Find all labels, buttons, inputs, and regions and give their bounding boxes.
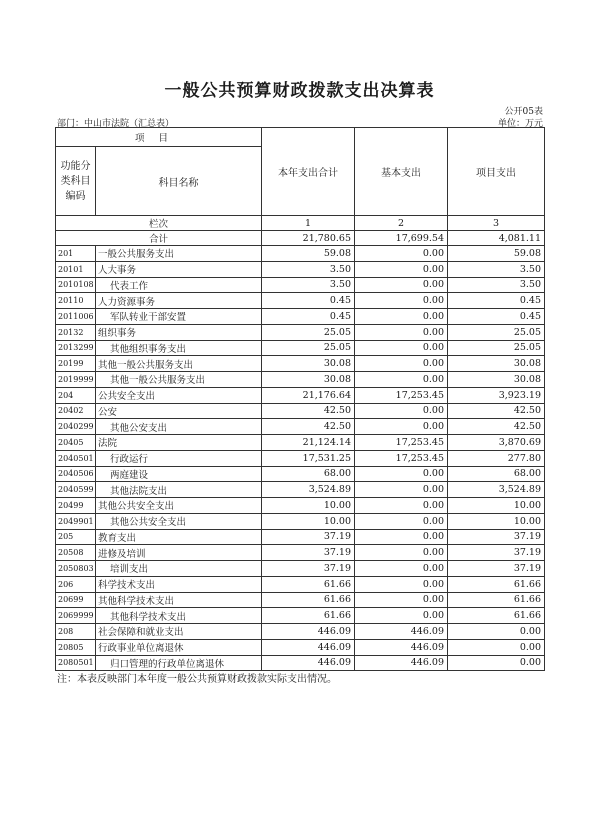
row-project: 3,524.89 [448,482,545,498]
total-project: 4,081.11 [448,231,545,246]
row-name: 培训支出 [96,561,262,577]
row-basic: 0.00 [355,403,448,419]
expenditure-table [55,127,545,671]
total-sum: 21,780.65 [262,231,355,246]
row-name: 其他一般公共服务支出 [96,372,262,388]
row-project: 37.19 [448,545,545,561]
table-row [56,639,545,655]
row-total: 61.66 [262,608,355,624]
row-basic: 17,253.45 [355,387,448,403]
row-project: 25.05 [448,340,545,356]
total-label: 合计 [56,231,262,246]
row-project: 59.08 [448,246,545,262]
form-code: 公开05表 [504,107,543,117]
row-project: 3.50 [448,277,545,293]
column-index-label: 栏次 [56,216,262,231]
row-total: 21,124.14 [262,435,355,451]
row-total: 21,176.64 [262,387,355,403]
row-basic: 0.00 [355,324,448,340]
row-total: 42.50 [262,403,355,419]
row-code: 2013299 [56,340,96,356]
row-code: 201 [56,246,96,262]
row-code: 2080501 [56,655,96,671]
row-basic: 17,253.45 [355,435,448,451]
row-project: 0.00 [448,639,545,655]
row-project: 61.66 [448,608,545,624]
row-total: 37.19 [262,529,355,545]
row-basic: 0.00 [355,498,448,514]
row-code: 2040599 [56,482,96,498]
row-project: 3,923.19 [448,387,545,403]
row-project: 42.50 [448,403,545,419]
row-name: 其他公共安全支出 [96,498,262,514]
table-row [56,482,545,498]
row-name: 公共安全支出 [96,387,262,403]
row-name: 其他科学技术支出 [96,608,262,624]
row-total: 30.08 [262,372,355,388]
row-code: 2040501 [56,450,96,466]
row-code: 2019999 [56,372,96,388]
row-total: 17,531.25 [262,450,355,466]
row-name: 社会保障和就业支出 [96,624,262,640]
row-name: 教育支出 [96,529,262,545]
header-code: 功能分类科目编码 [56,147,96,216]
department-label: 部门：中山市法院（汇总表） [57,119,175,129]
row-total: 30.08 [262,356,355,372]
table-row [56,592,545,608]
row-total: 10.00 [262,513,355,529]
row-code: 205 [56,529,96,545]
row-code: 20805 [56,639,96,655]
table-row [56,466,545,482]
row-name: 其他公安支出 [96,419,262,435]
row-basic: 0.00 [355,246,448,262]
row-basic: 0.00 [355,529,448,545]
table-row [56,419,545,435]
row-total: 446.09 [262,624,355,640]
row-name: 代表工作 [96,277,262,293]
row-code: 2049901 [56,513,96,529]
header-project: 项目支出 [448,128,545,216]
row-name: 其他一般公共服务支出 [96,356,262,372]
row-basic: 446.09 [355,655,448,671]
row-name: 人大事务 [96,261,262,277]
row-basic: 0.00 [355,419,448,435]
row-project: 0.45 [448,293,545,309]
row-project: 25.05 [448,324,545,340]
row-basic: 0.00 [355,482,448,498]
table-row [56,561,545,577]
row-basic: 17,253.45 [355,450,448,466]
row-project: 0.00 [448,655,545,671]
table-body [56,216,545,671]
row-project: 37.19 [448,561,545,577]
row-total: 3.50 [262,277,355,293]
header-basic: 基本支出 [355,128,448,216]
row-total: 61.66 [262,576,355,592]
total-row [56,231,545,246]
table-row [56,372,545,388]
table-row [56,529,545,545]
row-basic: 0.00 [355,513,448,529]
table-row [56,261,545,277]
footnote: 注：本表反映部门本年度一般公共预算财政拨款实际支出情况。 [57,674,337,685]
header-item: 项目 [56,128,262,147]
row-code: 208 [56,624,96,640]
row-basic: 0.00 [355,561,448,577]
table-row [56,624,545,640]
row-name: 一般公共服务支出 [96,246,262,262]
row-name: 法院 [96,435,262,451]
table-row [56,513,545,529]
table-row [56,655,545,671]
row-name: 其他科学技术支出 [96,592,262,608]
row-basic: 446.09 [355,624,448,640]
row-project: 3,870.69 [448,435,545,451]
row-total: 10.00 [262,498,355,514]
table-row [56,246,545,262]
row-total: 68.00 [262,466,355,482]
row-code: 20132 [56,324,96,340]
row-code: 2069999 [56,608,96,624]
row-total: 0.45 [262,309,355,325]
table-row [56,324,545,340]
table-row [56,545,545,561]
table-row [56,387,545,403]
row-project: 0.45 [448,309,545,325]
table-row [56,608,545,624]
row-code: 20402 [56,403,96,419]
row-basic: 0.00 [355,261,448,277]
row-code: 2050803 [56,561,96,577]
row-code: 20101 [56,261,96,277]
header-name: 科目名称 [96,147,262,216]
row-total: 446.09 [262,639,355,655]
row-total: 25.05 [262,340,355,356]
row-project: 37.19 [448,529,545,545]
table-row [56,450,545,466]
row-name: 军队转业干部安置 [96,309,262,325]
table-row [56,277,545,293]
row-name: 归口管理的行政单位离退休 [96,655,262,671]
row-total: 0.45 [262,293,355,309]
row-name: 组织事务 [96,324,262,340]
row-basic: 0.00 [355,293,448,309]
table-row [56,340,545,356]
row-code: 20110 [56,293,96,309]
row-basic: 0.00 [355,372,448,388]
row-total: 3.50 [262,261,355,277]
row-name: 其他公共安全支出 [96,513,262,529]
row-code: 20199 [56,356,96,372]
row-code: 206 [56,576,96,592]
row-total: 37.19 [262,561,355,577]
table-row [56,403,545,419]
row-project: 61.66 [448,592,545,608]
row-code: 2040299 [56,419,96,435]
table-row [56,576,545,592]
table-row [56,309,545,325]
table-row [56,498,545,514]
row-project: 0.00 [448,624,545,640]
row-project: 61.66 [448,576,545,592]
row-project: 10.00 [448,498,545,514]
row-code: 2010108 [56,277,96,293]
row-code: 20499 [56,498,96,514]
row-name: 行政事业单位离退休 [96,639,262,655]
row-project: 68.00 [448,466,545,482]
row-basic: 0.00 [355,466,448,482]
row-total: 446.09 [262,655,355,671]
row-total: 37.19 [262,545,355,561]
row-project: 42.50 [448,419,545,435]
row-total: 3,524.89 [262,482,355,498]
row-code: 20699 [56,592,96,608]
column-index-2: 2 [355,216,448,231]
row-name: 科学技术支出 [96,576,262,592]
row-basic: 0.00 [355,356,448,372]
column-index-row [56,216,545,231]
row-name: 进修及培训 [96,545,262,561]
row-basic: 0.00 [355,592,448,608]
row-code: 20508 [56,545,96,561]
row-total: 42.50 [262,419,355,435]
row-name: 其他组织事务支出 [96,340,262,356]
unit-label: 单位：万元 [497,119,543,129]
row-basic: 0.00 [355,608,448,624]
row-name: 人力资源事务 [96,293,262,309]
row-basic: 0.00 [355,545,448,561]
row-name: 其他法院支出 [96,482,262,498]
row-name: 两庭建设 [96,466,262,482]
row-basic: 0.00 [355,309,448,325]
row-project: 10.00 [448,513,545,529]
row-project: 277.80 [448,450,545,466]
header-total: 本年支出合计 [262,128,355,216]
row-project: 30.08 [448,372,545,388]
row-basic: 0.00 [355,340,448,356]
row-name: 行政运行 [96,450,262,466]
row-total: 25.05 [262,324,355,340]
column-index-3: 3 [448,216,545,231]
row-code: 204 [56,387,96,403]
row-project: 3.50 [448,261,545,277]
row-total: 61.66 [262,592,355,608]
total-basic: 17,699.54 [355,231,448,246]
row-basic: 0.00 [355,277,448,293]
row-code: 2011006 [56,309,96,325]
row-total: 59.08 [262,246,355,262]
row-name: 公安 [96,403,262,419]
column-index-1: 1 [262,216,355,231]
page-title: 一般公共预算财政拨款支出决算表 [164,81,435,101]
table-row [56,435,545,451]
row-basic: 0.00 [355,576,448,592]
row-code: 20405 [56,435,96,451]
row-project: 30.08 [448,356,545,372]
row-basic: 446.09 [355,639,448,655]
table-row [56,293,545,309]
table-row [56,356,545,372]
row-code: 2040506 [56,466,96,482]
